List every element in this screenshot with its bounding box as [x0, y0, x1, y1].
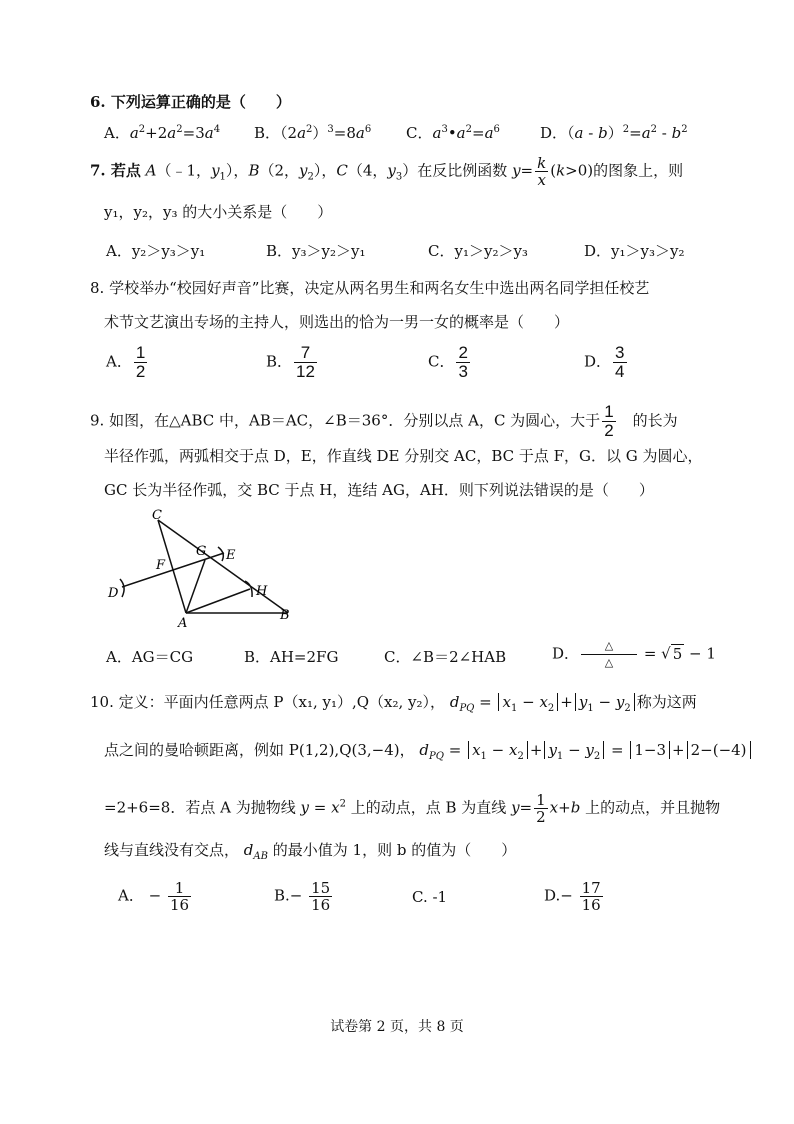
triangle-construction-figure — [100, 505, 300, 630]
q7-option-b: B．y₃＞y₂＞y₁ — [266, 242, 366, 260]
q7-option-a: A．y₂＞y₃＞y₁ — [106, 242, 206, 260]
q9-option-b: B．AH=2FG — [244, 648, 339, 666]
label-c: C — [152, 508, 162, 523]
segment-ah — [186, 589, 250, 613]
label-g: G — [196, 544, 207, 559]
label-f: F — [156, 558, 166, 573]
q6-option-c: C．$a^3•a^2=a^6$ — [406, 124, 500, 142]
q8-option-b: B． $\frac{7}{12}$ — [266, 343, 315, 381]
q6-option-b: B．$(2a^2)^3=8a^6$ — [254, 124, 372, 142]
segment-ag — [186, 560, 205, 613]
q10-option-c: C. -1 — [412, 888, 448, 906]
page-footer: 试卷第 2 页，共 8 页 — [330, 1019, 464, 1035]
q8-option-c: C． $\frac{2}{3}$ — [428, 343, 468, 381]
q10-line2: 点之间的曼哈顿距离，例如 P(1,2),Q(3,−4)， $d_{PQ} = x_1 - x_2 + y_1 - y_2 = 1-3 + 2-(-4)$ — [104, 740, 753, 767]
q10-option-d: D.− $\frac{17}{16}$ — [544, 879, 601, 914]
label-b: B — [280, 608, 290, 623]
label-a: A — [178, 616, 188, 630]
q7-line2: y₁，y₂，y₃ 的大小关系是（ ） — [104, 203, 333, 221]
q6-option-a: A．$a^2+2a^2=3a^4$ — [104, 124, 221, 142]
q7-option-d: D．y₁＞y₃＞y₂ — [584, 242, 685, 260]
label-e: E — [226, 548, 236, 563]
arc-mark-d — [120, 579, 124, 597]
q9-option-c: C．∠B＝2∠HAB — [384, 648, 507, 666]
q10-line4: 线与直线没有交点， $d_{AB}$ 的最小值为 1，则 b 的值为（ ） — [104, 841, 517, 862]
label-d: D — [108, 586, 119, 601]
q6-option-d: D．$(a - b)^2=a^2 - b^2$ — [540, 124, 688, 142]
q10-option-b: B.− $\frac{15}{16}$ — [274, 879, 331, 914]
q8-line2: 术节文艺演出专场的主持人，则选出的恰为一男一女的概率是（ ） — [104, 313, 570, 331]
q6-stem: 6. 下列运算正确的是（ ） — [90, 93, 291, 111]
q10-line1: 10. 定义：平面内任意两点 P（x₁, y₁）,Q（x₂, y₂）， $d_{PQ} = x_1 - x_2 + y_1 - y_2$ 称为这两 — [90, 693, 697, 714]
q10-option-a: A． − $\frac{1}{16}$ — [118, 879, 190, 914]
q8-option-a: A． $\frac{1}{2}$ — [106, 343, 146, 381]
q9-option-d: D． $\frac{\triangle}{\triangle}$ = √ 5 − 1 — [552, 639, 716, 669]
q8-option-d: D． $\frac{3}{4}$ — [584, 343, 625, 381]
q9-line2: 半径作弧，两弧相交于点 D，E，作直线 DE 分别交 AC，BC 于点 F，G．以 G 为圆心， — [104, 447, 703, 465]
q9-option-a: A．AG＝CG — [106, 648, 194, 666]
q7-stem: 7. 若点 A（﹣1，$y_1$），B（2，$y_2$），C（4，$y_3$）在反比例函数 y= $\frac{k}{x}$ (k>0)的图象上，则 — [90, 154, 684, 189]
q8-line1: 8. 学校举办“校园好声音”比赛，决定从两名男生和两名女生中选出两名同学担任校艺 — [90, 279, 650, 297]
q9-line3: GC 长为半径作弧，交 BC 于点 H，连结 AG，AH．则下列说法错误的是（ ） — [104, 481, 654, 499]
label-h: H — [256, 584, 268, 599]
q10-line3: =2+6=8．若点 A 为抛物线 $y = x^2$ 上的动点，点 B 为直线 y= $\frac{1}{2}$ x+b 上的动点，并且抛物 — [104, 791, 721, 826]
q9-line1: 9. 如图，在△ABC 中，AB＝AC，∠B＝36°．分别以点 A，C 为圆心，大于 $\frac{1}{2}$ 的长为 — [90, 402, 678, 440]
line-de — [122, 553, 224, 587]
q7-option-c: C．y₁＞y₂＞y₃ — [428, 242, 528, 260]
